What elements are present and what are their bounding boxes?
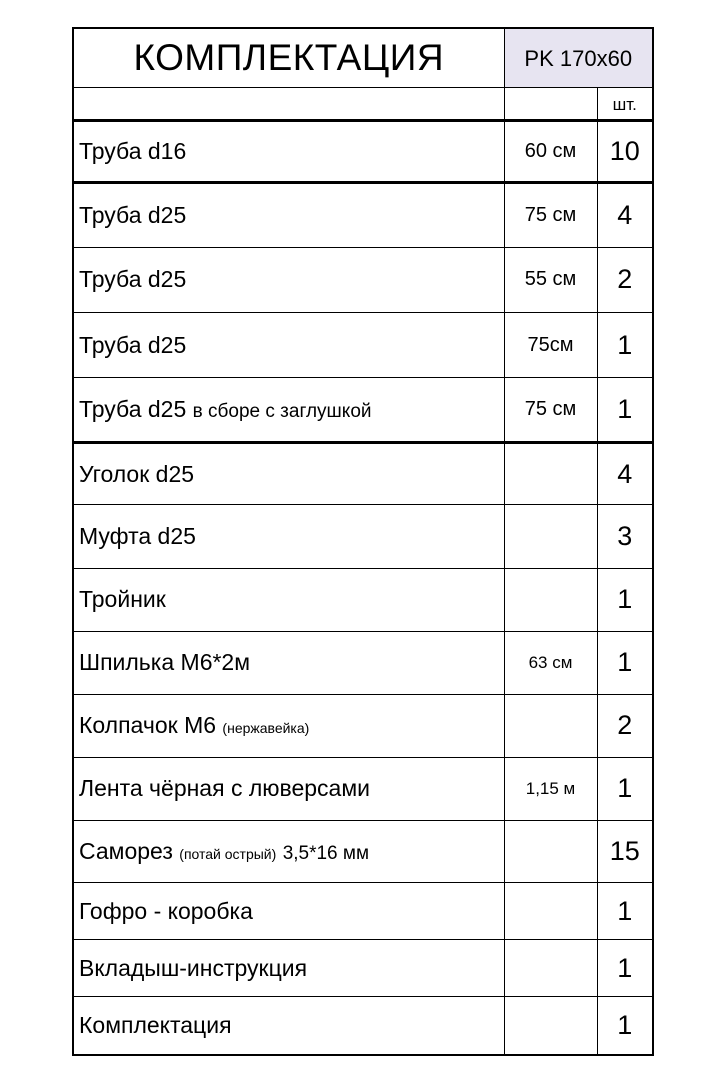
item-name [74,757,504,820]
item-name-text: Труба d25 [79,396,187,423]
item-length [504,568,597,631]
item-name-text: Лента чёрная с люверсами [79,775,371,802]
item-length [504,694,597,757]
units-row [74,87,652,120]
item-name [74,120,504,182]
item-name-text: Труба d16 [79,137,187,164]
title-row [74,29,652,87]
table-row [74,757,652,820]
item-length: 1,15 м [504,757,597,820]
item-name [74,505,504,568]
table-row [74,997,652,1054]
item-name-text: Саморез [79,837,173,864]
item-name-text: Уголок d25 [79,460,195,487]
item-qty: 4 [597,443,652,505]
item-name [74,883,504,940]
item-name-text: Труба d25 [79,201,187,228]
item-name-text: Труба d25 [79,266,187,293]
item-qty: 1 [597,313,652,378]
item-name [74,820,504,882]
empty-cell [504,87,597,120]
model-label: PK 170x60 [504,29,652,87]
item-qty: 1 [597,757,652,820]
item-note: (потай острый) [179,845,277,862]
item-qty: 1 [597,378,652,443]
item-name [74,631,504,694]
item-name [74,568,504,631]
equipment-sheet [72,27,654,1056]
item-length [504,997,597,1054]
item-name [74,694,504,757]
item-length [504,820,597,882]
table-row [74,631,652,694]
item-qty: 1 [597,631,652,694]
item-note: в сборе с заглушкой [192,401,372,423]
item-length: 55 см [504,247,597,312]
item-qty: 1 [597,883,652,940]
item-length: 75см [504,313,597,378]
table-row [74,120,652,182]
item-length: 63 см [504,631,597,694]
item-length: 60 см [504,120,597,182]
item-qty: 1 [597,997,652,1054]
item-length: 75 см [504,378,597,443]
empty-cell [74,87,504,120]
item-name [74,443,504,505]
item-name-text: Комплектация [79,1012,232,1039]
table-row [74,505,652,568]
item-length: 75 см [504,182,597,247]
item-name [74,313,504,378]
item-name [74,378,504,443]
table-row [74,313,652,378]
item-name-text: Труба d25 [79,331,187,358]
table-row [74,443,652,505]
item-suffix: 3,5*16 мм [282,842,370,864]
unit-label: шт. [597,87,652,120]
table-row [74,694,652,757]
table-row [74,883,652,940]
item-length [504,940,597,997]
table-row [74,378,652,443]
table-row [74,940,652,997]
item-name [74,247,504,312]
equipment-table [74,29,652,1054]
item-name [74,182,504,247]
item-name-text: Колпачок М6 [79,712,217,739]
item-length [504,883,597,940]
item-name-text: Гофро - коробка [79,897,253,924]
item-name [74,940,504,997]
item-length [504,505,597,568]
item-length [504,443,597,505]
item-qty: 10 [597,120,652,182]
item-name [74,997,504,1054]
item-qty: 1 [597,940,652,997]
table-title: КОМПЛЕКТАЦИЯ [74,29,504,87]
item-name-text: Шпилька М6*2м [79,649,251,676]
item-qty: 2 [597,694,652,757]
item-note: (нержавейка) [222,720,310,737]
table-row [74,247,652,312]
item-name-text: Муфта d25 [79,522,196,549]
table-row [74,182,652,247]
item-name-text: Тройник [79,586,166,613]
item-name-text: Вкладыш-инструкция [79,954,308,981]
item-qty: 15 [597,820,652,882]
item-qty: 4 [597,182,652,247]
item-qty: 3 [597,505,652,568]
table-row [74,568,652,631]
item-qty: 2 [597,247,652,312]
item-qty: 1 [597,568,652,631]
table-row [74,820,652,882]
